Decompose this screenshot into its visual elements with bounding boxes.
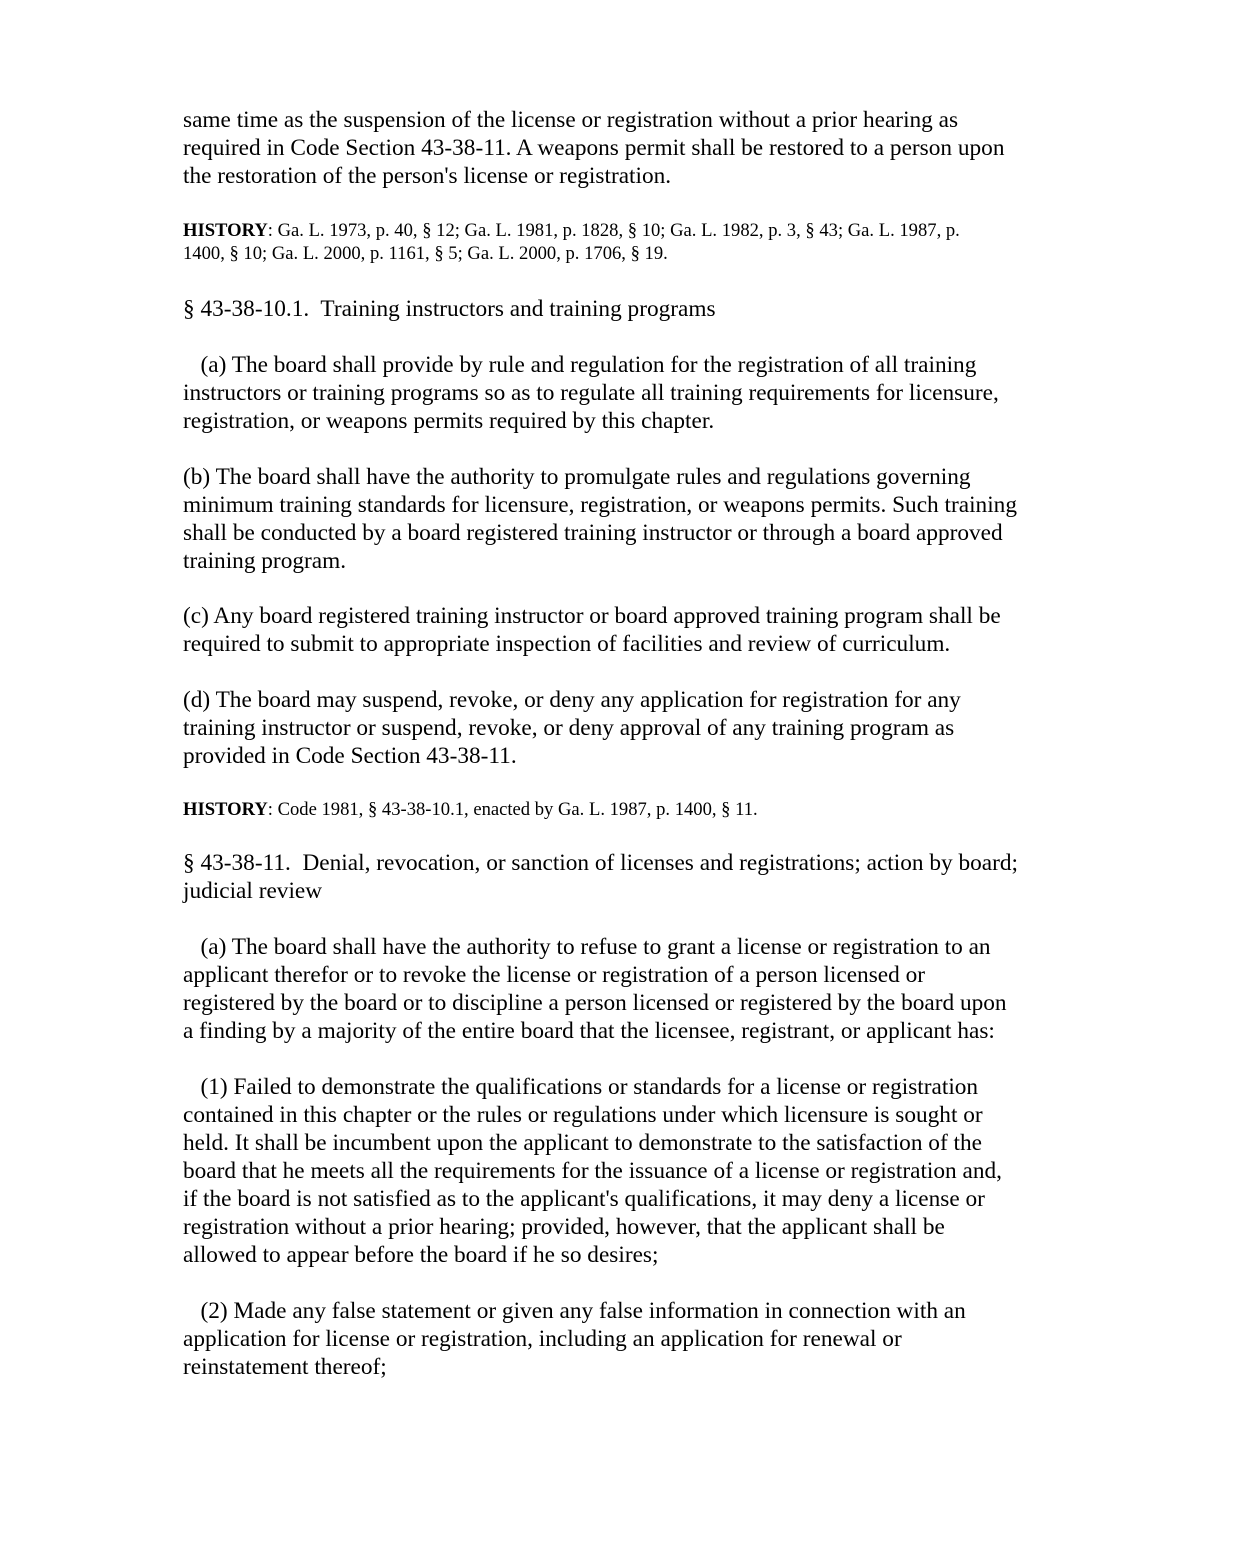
subsection-a (183, 351, 999, 435)
section-heading (183, 849, 1018, 905)
history-label: HISTORY (183, 220, 268, 241)
section-heading-text: § 43-38-11. Denial, revocation, or sanction of licenses and registrations; action by board; (183, 850, 1019, 876)
text-line: application for license or registration, including an application for renewal or (183, 1326, 902, 1352)
text-line: required in Code Section 43-38-11. A weapons permit shall be restored to a person upon (183, 135, 1005, 161)
subsection-1 (183, 1073, 1002, 1269)
text-line: if the board is not satisfied as to the applicant's qualifications, it may deny a license or (183, 1186, 985, 1212)
text-line: (2) Made any false statement or given any false information in connection with an (183, 1298, 966, 1324)
text-line: training program. (183, 548, 347, 574)
subsection-b (183, 463, 1017, 575)
subsection-c (183, 602, 1001, 658)
history-note (183, 798, 758, 821)
section-heading-text: judicial review (183, 878, 323, 904)
text-line: registration without a prior hearing; provided, however, that the applicant shall be (183, 1214, 945, 1240)
history-line (183, 798, 758, 821)
text-line: minimum training standards for licensure, registration, or weapons permits. Such training (183, 492, 1017, 518)
text-line: held. It shall be incumbent upon the applicant to demonstrate to the satisfaction of the (183, 1130, 982, 1156)
subsection-d (183, 686, 961, 770)
history-line: 1400, § 10; Ga. L. 2000, p. 1161, § 5; Ga. L. 2000, p. 1706, § 19. (183, 243, 668, 264)
text-line: board that he meets all the requirements for the issuance of a license or registration and, (183, 1158, 1002, 1184)
text-line: provided in Code Section 43-38-11. (183, 743, 517, 769)
text-line: (a) The board shall have the authority to refuse to grant a license or registration to an (183, 934, 991, 960)
text-line: reinstatement thereof; (183, 1354, 387, 1380)
text-line: (b) The board shall have the authority to promulgate rules and regulations governing (183, 464, 971, 490)
text-line: allowed to appear before the board if he so desires; (183, 1242, 659, 1268)
history-label: HISTORY (183, 799, 268, 820)
subsection-2 (183, 1297, 966, 1381)
text-line: registered by the board or to discipline a person licensed or registered by the board upon (183, 990, 1007, 1016)
text-line: instructors or training programs so as to regulate all training requirements for licensure, (183, 380, 999, 406)
section-heading-text: § 43-38-10.1. Training instructors and training programs (183, 296, 716, 322)
intro-paragraph (183, 106, 1004, 190)
text-line: (c) Any board registered training instructor or board approved training program shall be (183, 603, 1001, 629)
section-heading (183, 295, 716, 323)
text-line: (d) The board may suspend, revoke, or deny any application for registration for any (183, 687, 961, 713)
history-note (183, 219, 960, 265)
text-line: contained in this chapter or the rules or regulations under which licensure is sought or (183, 1102, 983, 1128)
subsection-a (183, 933, 1007, 1045)
text-line: a finding by a majority of the entire board that the licensee, registrant, or applicant has: (183, 1018, 995, 1044)
text-line: applicant therefor or to revoke the license or registration of a person licensed or (183, 962, 925, 988)
history-text: : Code 1981, § 43-38-10.1, enacted by Ga. L. 1987, p. 1400, § 11. (267, 799, 758, 820)
history-text: : Ga. L. 1973, p. 40, § 12; Ga. L. 1981, p. 1828, § 10; Ga. L. 1982, p. 3, § 43; Ga. L. 1987, p. (267, 220, 960, 241)
history-line (183, 219, 960, 242)
text-line: same time as the suspension of the license or registration without a prior hearing as (183, 107, 959, 133)
text-line: (a) The board shall provide by rule and regulation for the registration of all training (183, 352, 977, 378)
text-line: registration, or weapons permits required by this chapter. (183, 408, 715, 434)
text-line: shall be conducted by a board registered training instructor or through a board approved (183, 520, 1003, 546)
text-line: training instructor or suspend, revoke, or deny approval of any training program as (183, 715, 955, 741)
text-line: (1) Failed to demonstrate the qualifications or standards for a license or registration (183, 1074, 979, 1100)
text-line: the restoration of the person's license or registration. (183, 163, 672, 189)
text-line: required to submit to appropriate inspection of facilities and review of curriculum. (183, 631, 951, 657)
